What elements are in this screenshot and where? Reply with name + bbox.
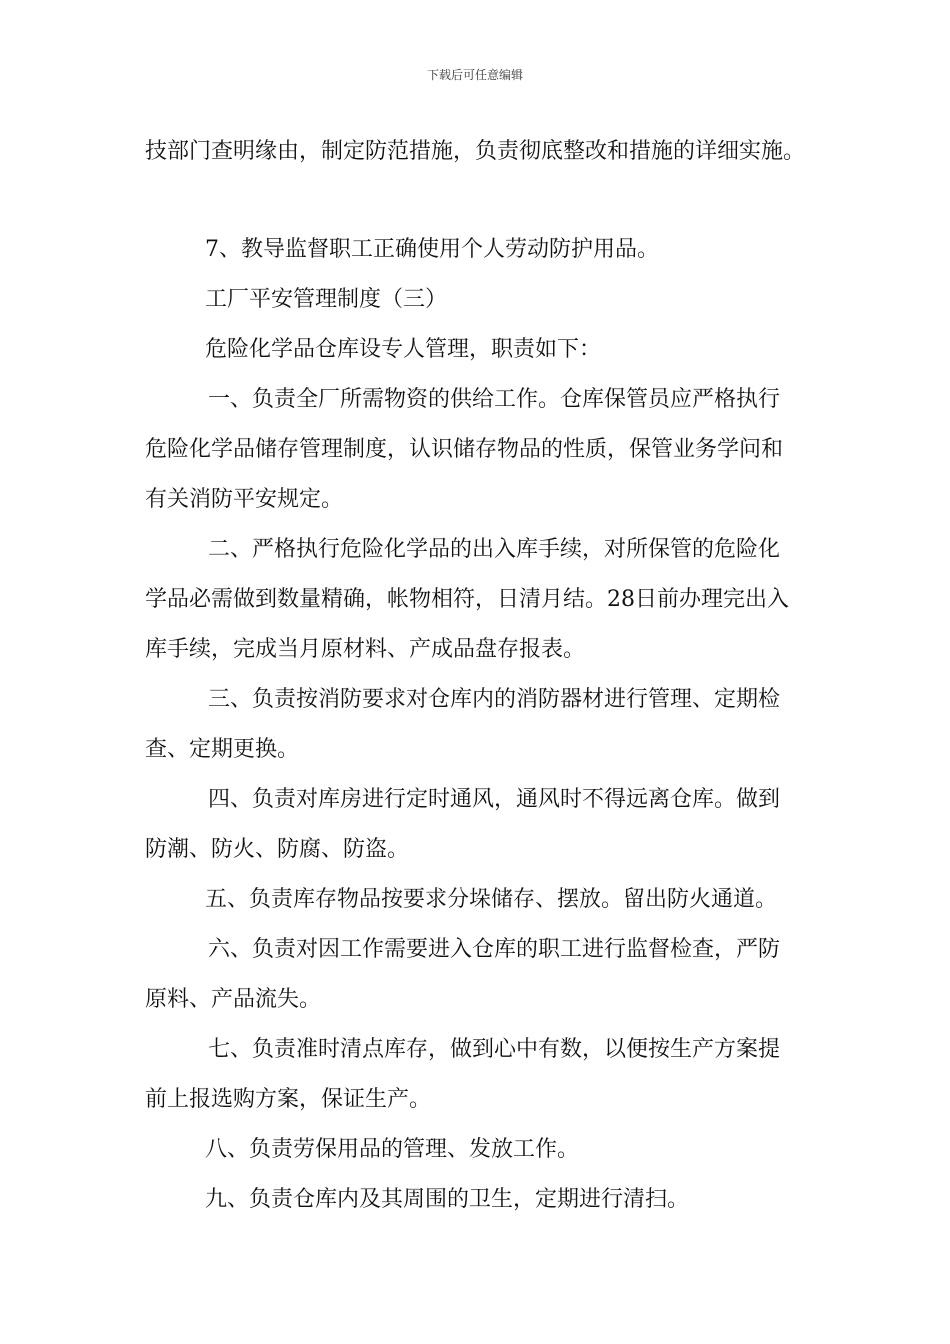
text-line: 学品必需做到数量精确，帐物相符，日清月结。28日前办理完出入 [145,587,789,612]
text-line: 防潮、防火、防腐、防盗。 [145,837,410,862]
page-header: 下载后可任意编辑 [426,68,523,82]
text-line: 查、定期更换。 [145,737,300,762]
text-line: 五、负责库存物品按要求分垛储存、摆放。留出防火通道。 [205,887,778,912]
text-line: 危险化学品储存管理制度，认识储存物品的性质，保管业务学问和 [145,437,784,462]
text-line: 工厂平安管理制度（三） [205,287,448,312]
text-line: 一、负责全厂所需物资的供给工作。仓库保管员应严格执行 [208,387,781,412]
text-line: 九、负责仓库内及其周围的卫生，定期进行清扫。 [205,1187,690,1212]
text-line: 7、教导监督职工正确使用个人劳动防护用品。 [205,237,659,262]
text-line: 技部门查明缘由，制定防范措施，负责彻底整改和措施的详细实施。 [145,139,806,164]
text-line: 四、负责对库房进行定时通风，通风时不得远离仓库。做到 [208,787,781,812]
text-line: 七、负责准时清点库存，做到心中有数，以便按生产方案提 [208,1037,781,1062]
text-line: 有关消防平安规定。 [145,487,344,512]
text-line: 原料、产品流失。 [145,987,322,1012]
text-line: 八、负责劳保用品的管理、发放工作。 [205,1137,580,1162]
text-line: 危险化学品仓库设专人管理，职责如下： [205,337,602,362]
text-line: 三、负责按消防要求对仓库内的消防器材进行管理、定期检 [208,687,781,712]
text-line: 前上报选购方案，保证生产。 [145,1087,432,1112]
text-line: 二、严格执行危险化学品的出入库手续，对所保管的危险化 [208,537,781,562]
text-line: 六、负责对因工作需要进入仓库的职工进行监督检查，严防 [208,937,781,962]
text-line: 库手续，完成当月原材料、产成品盘存报表。 [145,637,586,662]
